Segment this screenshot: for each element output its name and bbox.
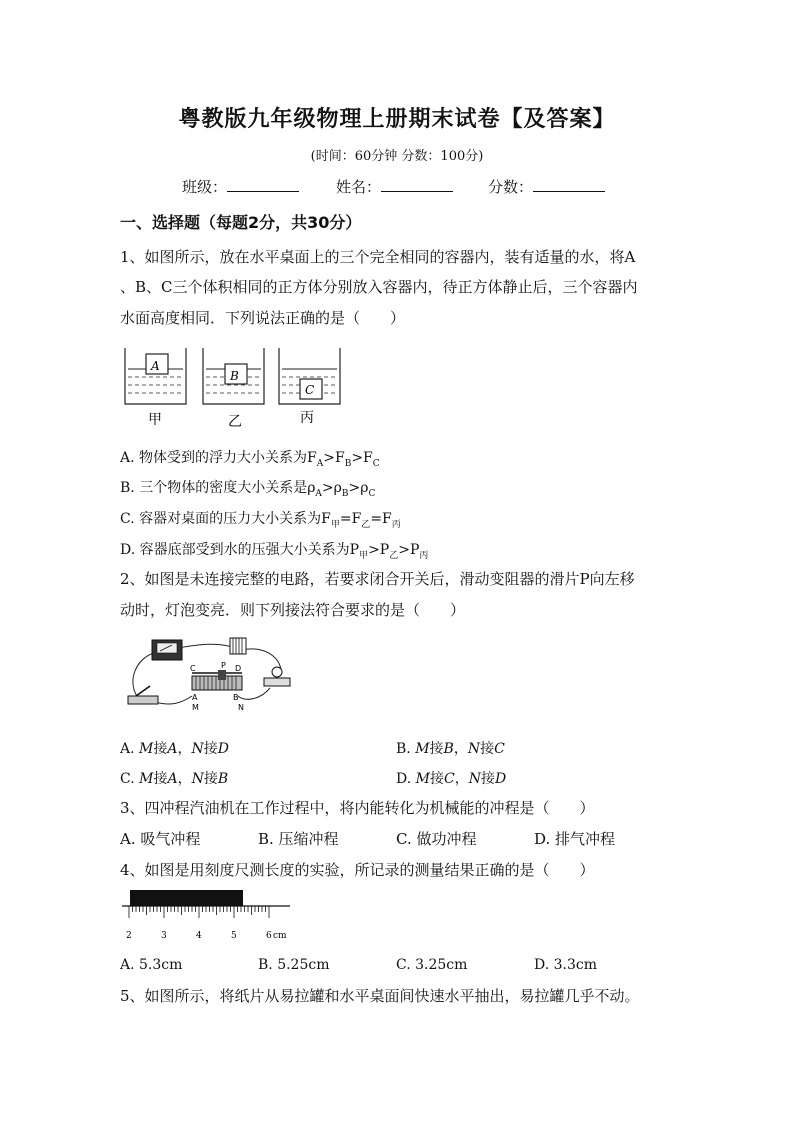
q2-a-jie1: 接 [153, 741, 168, 757]
q2-d-jie2: 接 [480, 771, 495, 787]
q2-b-n: N [467, 741, 481, 757]
q1-c-sub3: 丙 [391, 519, 401, 530]
q2-option-c[interactable] [120, 768, 228, 788]
q2-a-t2: D [217, 741, 229, 757]
q1-c-mid1: =F [339, 511, 362, 527]
wire-top [178, 644, 235, 648]
q1-option-a[interactable] [120, 447, 380, 469]
switch-icon [128, 686, 158, 704]
tick-4: 4 [196, 931, 202, 941]
q2-d-n: N [468, 771, 481, 787]
terminal-n: N [238, 703, 244, 712]
q2-option-d[interactable] [396, 768, 506, 788]
q1-c-sub1: 甲 [330, 519, 340, 530]
tick-2: 2 [126, 931, 132, 941]
q2-c-jie1: 接 [153, 771, 168, 787]
q1-b-text: B. 三个物体的密度大小关系是ρ [120, 480, 316, 496]
q2-b-comma: ， [453, 741, 468, 757]
terminal-b: B [233, 693, 239, 702]
q2-option-a[interactable] [120, 738, 229, 758]
q2-c-n: N [191, 771, 204, 787]
q4-option-b[interactable]: B. 5.25cm [258, 957, 330, 973]
q2-d-t1: C [443, 771, 455, 787]
q3-option-c[interactable]: C. 做功冲程 [396, 830, 477, 848]
score-field [488, 176, 605, 197]
q2-d-m: M [415, 771, 430, 787]
label-jia: 甲 [148, 412, 162, 428]
score-label: 分数： [488, 178, 534, 196]
q2-d-t2: D [494, 771, 507, 787]
q2-b-t2: C [494, 741, 505, 757]
q2-c-prefix: C. [120, 771, 140, 787]
q1-b-sub3: C [368, 488, 376, 499]
label-bing: 丙 [300, 410, 314, 426]
q2-d-comma: ， [454, 771, 469, 787]
q4-option-d[interactable]: D. 3.3cm [534, 957, 598, 973]
q1-a-sub3: C [372, 458, 380, 469]
q1-d-sub1: 甲 [359, 550, 369, 561]
q2-d-jie1: 接 [429, 771, 444, 787]
q1-b-mid2: >ρ [348, 480, 369, 496]
terminal-m: M [192, 703, 199, 712]
q2-c-comma: ， [177, 771, 192, 787]
q4-option-a[interactable]: A. 5.3cm [120, 957, 183, 973]
q4-option-c[interactable]: C. 3.25cm [396, 957, 468, 973]
page-title: 粤教版九年级物理上册期末试卷【及答案】 [178, 107, 616, 132]
q1-option-c[interactable] [120, 508, 401, 530]
q1-b-sub2: B [341, 488, 349, 499]
class-field [182, 176, 299, 197]
q2-circuit-figure [120, 634, 300, 718]
class-label: 班级： [182, 178, 228, 196]
q1-containers-figure [120, 344, 350, 434]
cube-a-label: A [151, 359, 160, 373]
q1-line3: 水面高度相同．下列说法正确的是（ ） [120, 309, 406, 327]
q2-option-b[interactable] [396, 738, 505, 758]
name-label: 姓名： [336, 178, 382, 196]
q1-option-d[interactable] [120, 539, 428, 561]
q1-a-sub2: B [344, 458, 352, 469]
q2-c-t2: B [217, 771, 229, 787]
q2-c-jie2: 接 [203, 771, 218, 787]
q1-d-sub3: 丙 [419, 550, 429, 561]
q2-line1: 2、如图是未连接完整的电路，若要求闭合开关后，滑动变阻器的滑片P向左移 [120, 570, 635, 588]
q3-option-d[interactable]: D. 排气冲程 [534, 830, 616, 848]
q4-ruler-figure [120, 888, 300, 944]
tick-5: 5 [231, 931, 237, 941]
q1-d-text: D. 容器底部受到水的压强大小关系为P [120, 542, 360, 558]
q2-b-m: M [415, 741, 430, 757]
q1-d-sub2: 乙 [389, 550, 399, 561]
q1-option-b[interactable] [120, 477, 375, 499]
name-blank [381, 177, 453, 192]
q1-c-sub2: 乙 [361, 519, 371, 530]
lamp-icon [264, 667, 290, 686]
rheostat-icon [192, 670, 242, 690]
ammeter-icon [152, 640, 182, 660]
score-blank [533, 177, 605, 192]
q4-line1: 4、如图是用刻度尺测长度的实验，所记录的测量结果正确的是（ ） [120, 861, 595, 879]
cube-c-label: C [305, 383, 315, 397]
q1-a-mid1: >F [323, 450, 345, 466]
q1-b-mid1: >ρ [321, 480, 342, 496]
terminal-a: A [192, 693, 198, 702]
q1-d-mid2: >P [398, 542, 420, 558]
terminal-p: P [221, 661, 226, 670]
q1-a-text: A. 物体受到的浮力大小关系为F [120, 450, 317, 466]
q2-b-prefix: B. [396, 741, 416, 757]
q2-b-jie1: 接 [429, 741, 444, 757]
name-field [336, 176, 453, 197]
tick-6: 6 [266, 931, 272, 941]
q1-d-mid1: >P [368, 542, 390, 558]
terminal-c: C [190, 664, 196, 673]
q1-line2: 、B、C三个体积相同的正方体分别放入容器内，待正方体静止后，三个容器内 [120, 278, 638, 296]
unit-cm: cm [273, 931, 287, 941]
q1-c-text: C. 容器对桌面的压力大小关系为F [120, 511, 331, 527]
q1-a-mid2: >F [351, 450, 373, 466]
label-yi: 乙 [228, 414, 242, 430]
q2-a-t1: A [167, 741, 178, 757]
terminal-d: D [235, 664, 242, 673]
q3-line1: 3、四冲程汽油机在工作过程中，将内能转化为机械能的冲程是（ ） [120, 799, 595, 817]
q2-b-jie2: 接 [480, 741, 495, 757]
cube-b-label: B [230, 369, 239, 383]
q2-a-comma: ， [177, 741, 192, 757]
q2-a-jie2: 接 [203, 741, 218, 757]
q3-option-a[interactable]: A. 吸气冲程 [120, 830, 201, 848]
q2-d-prefix: D. [396, 771, 416, 787]
q1-a-sub1: A [316, 458, 324, 469]
class-blank [227, 177, 299, 192]
q5-line1: 5、如图所示，将纸片从易拉罐和水平桌面间快速水平抽出，易拉罐几乎不动。 [120, 987, 640, 1005]
q3-option-b[interactable]: B. 压缩冲程 [258, 830, 339, 848]
q2-a-n: N [191, 741, 204, 757]
q2-a-m: M [139, 741, 154, 757]
section-heading: 一、选择题（每题2分，共30分） [120, 213, 362, 232]
ruler-ticks [129, 906, 269, 918]
q2-b-t1: B [443, 741, 454, 757]
q2-line2: 动时，灯泡变亮．则下列接法符合要求的是（ ） [120, 601, 466, 619]
measured-object [130, 890, 243, 906]
q2-a-prefix: A. [120, 741, 140, 757]
exam-info: (时间：60分钟 分数：100分) [310, 149, 484, 164]
battery-icon [230, 638, 246, 654]
q2-c-t1: A [167, 771, 178, 787]
tick-3: 3 [161, 931, 167, 941]
q1-line1: 1、如图所示，放在水平桌面上的三个完全相同的容器内，装有适量的水，将A [120, 248, 636, 266]
q1-c-mid2: =F [370, 511, 392, 527]
q2-c-m: M [139, 771, 154, 787]
container-jia [125, 348, 186, 404]
q1-b-sub1: A [315, 488, 322, 499]
